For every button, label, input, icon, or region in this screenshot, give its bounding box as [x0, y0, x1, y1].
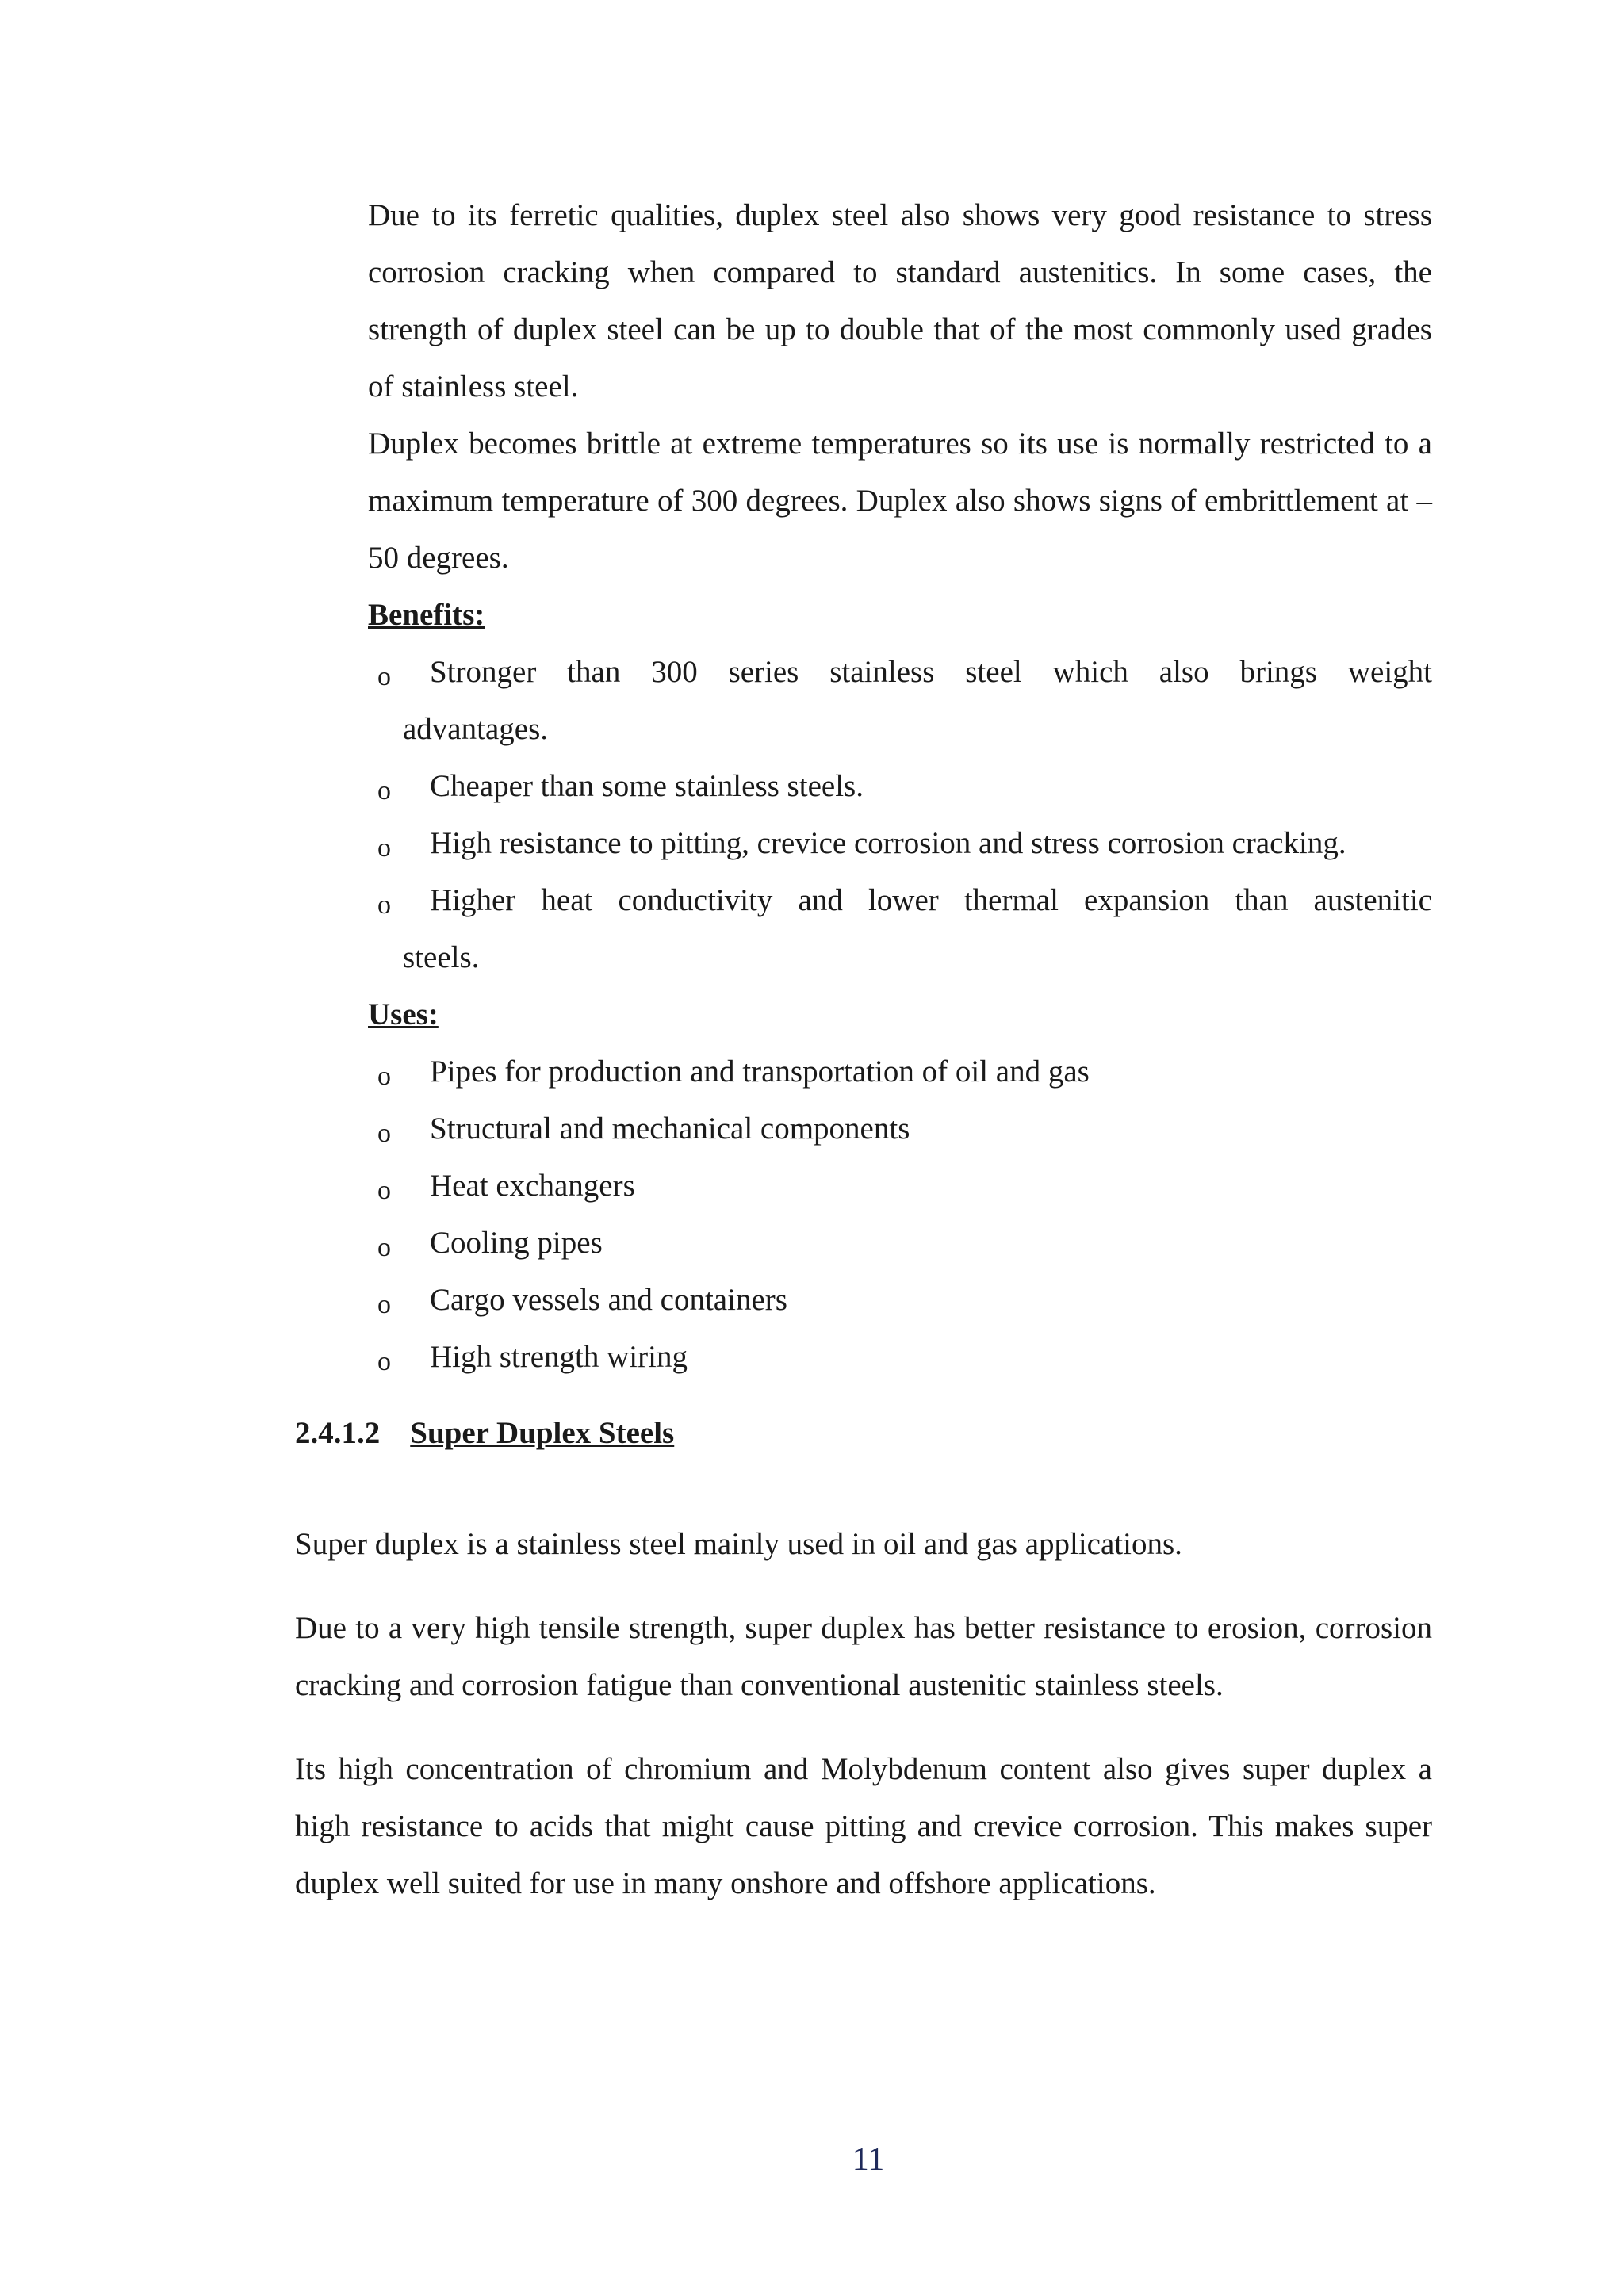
benefit-text: High resistance to pitting, crevice corrosion and stress corrosion cracking. [430, 826, 1346, 860]
bullet-marker: o [377, 776, 391, 806]
list-item [377, 644, 1432, 758]
benefit-text: Stronger than 300 series stainless steel which also brings weight [430, 655, 1432, 689]
benefit-text: Higher heat conductivity and lower thermal expansion than austenitic [430, 883, 1432, 917]
section-heading [295, 1405, 674, 1462]
use-text: High strength wiring [430, 1340, 688, 1374]
use-text: Cooling pipes [430, 1226, 603, 1260]
bullet-marker: o [377, 1233, 391, 1262]
uses-list [377, 1043, 1432, 1386]
bullet-marker: o [377, 1119, 391, 1148]
section-paragraph-2: Due to a very high tensile strength, super duplex has better resistance to erosion, corrosion cracking and corrosion fatigue than conventional austenitic stainless steels. [295, 1611, 1432, 1702]
use-text: Pipes for production and transportation of oil and gas [430, 1054, 1090, 1089]
use-text: Cargo vessels and containers [430, 1283, 787, 1317]
list-item [377, 758, 1432, 815]
use-text: Structural and mechanical components [430, 1112, 910, 1146]
section-paragraph-1: Super duplex is a stainless steel mainly used in oil and gas applications. [295, 1527, 1182, 1561]
list-item [377, 1100, 1432, 1158]
page-number: 11 [852, 2141, 885, 2178]
bullet-marker: o [377, 1176, 391, 1205]
benefits-list [377, 644, 1432, 986]
intro-paragraph-1: Due to its ferretic qualities, duplex steel also shows very good resistance to stress corrosion cracking when compared to standard austenitics. In some cases, the strength of duplex steel can be up to double that of the most commonly used grades of stainless steel. [368, 198, 1432, 404]
list-item [377, 1158, 1432, 1215]
benefit-text: Cheaper than some stainless steels. [430, 769, 864, 803]
list-item [377, 815, 1432, 872]
bullet-marker: o [377, 890, 391, 920]
list-item [377, 872, 1432, 986]
uses-heading: Uses: [368, 997, 439, 1031]
bullet-marker: o [377, 1062, 391, 1091]
section-title: Super Duplex Steels [410, 1416, 675, 1450]
bullet-marker: o [377, 662, 391, 691]
benefits-heading: Benefits: [368, 598, 485, 632]
bullet-marker: o [377, 1290, 391, 1319]
list-item [377, 1043, 1432, 1100]
use-text: Heat exchangers [430, 1169, 635, 1203]
intro-paragraph-2: Duplex becomes brittle at extreme temperatures so its use is normally restricted to a maximum temperature of 300 degrees. Duplex also shows signs of embrittlement at –50 degrees. [368, 427, 1432, 575]
bullet-marker: o [377, 1347, 391, 1376]
section-paragraph-3: Its high concentration of chromium and Molybdenum content also gives super duplex a high resistance to acids that might cause pitting and crevice corrosion. This makes super duplex well suited for use in many onshore and offshore applications. [295, 1752, 1432, 1900]
benefit-text-continued: advantages. [403, 712, 549, 746]
section-number: 2.4.1.2 [295, 1416, 381, 1450]
benefit-text-continued: steels. [403, 940, 480, 974]
list-item [377, 1272, 1432, 1329]
list-item [377, 1329, 1432, 1386]
bullet-marker: o [377, 833, 391, 863]
list-item [377, 1215, 1432, 1272]
